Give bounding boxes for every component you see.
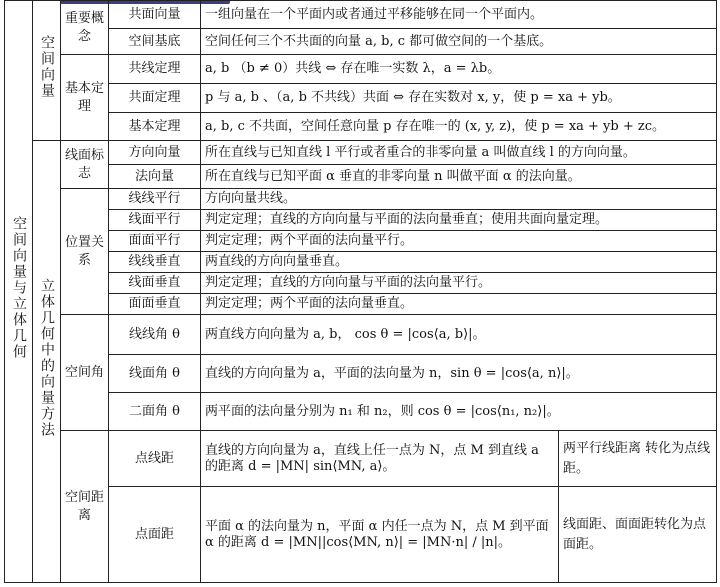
definition-cell bbox=[201, 1, 717, 29]
definition-text: a, b （b ≠ 0）共线 ⇔ 存在唯一实数 λ，a = λb。 bbox=[205, 61, 501, 76]
group-label bbox=[61, 1, 109, 55]
definition-cell bbox=[201, 355, 717, 393]
group-label-text: 重要概念 bbox=[64, 10, 104, 44]
definition-text: 直线的方向向量为 a，平面的法向量为 n，sin θ = |cos⟨a, n⟩|。 bbox=[205, 365, 579, 381]
definition-text: 方向向量共线。 bbox=[205, 191, 297, 206]
definition-text: 两平面的法向量分别为 n₁ 和 n₂，则 cos θ = |cos⟨n₁, n₂⟩|。 bbox=[205, 403, 560, 419]
definition-text: 所在直线与已知平面 α 垂直的非零向量 n 叫做平面 α 的法向量。 bbox=[205, 168, 581, 184]
term-name: 方向向量 bbox=[128, 144, 181, 160]
term-name: 二面角 θ bbox=[129, 403, 180, 419]
term-cell bbox=[109, 355, 201, 393]
term-name: 法向量 bbox=[134, 168, 174, 184]
definition-text: 判定定理；直线的方向向量与平面的法向量平行。 bbox=[205, 275, 492, 290]
term-name: 点线距 bbox=[134, 450, 174, 466]
definition-text: a, b, c 不共面，空间任意向量 p 存在唯一的 (x, y, z)，使 p = xa + yb + zc。 bbox=[205, 118, 666, 134]
group-label bbox=[61, 431, 109, 583]
term-name: 点面距 bbox=[134, 526, 174, 542]
definition-cell bbox=[201, 113, 717, 141]
section-a-label-text: 空间向量 bbox=[39, 35, 55, 99]
note-text: 两平行线距离 转化为点线距。 bbox=[563, 440, 711, 476]
definition-cell bbox=[201, 84, 717, 113]
definition-text: 两直线的方向向量垂直。 bbox=[205, 254, 349, 269]
definition-text: 所在直线与已知直线 l 平行或者重合的非零向量 a 叫做直线 l 的方向向量。 bbox=[205, 144, 636, 160]
group-label-text: 线面标志 bbox=[64, 147, 104, 181]
definition-text: 判定定理；两个平面的法向量垂直。 bbox=[205, 296, 414, 311]
definition-cell bbox=[201, 210, 717, 231]
definition-text: 判定定理；两个平面的法向量平行。 bbox=[205, 233, 414, 248]
term-cell bbox=[109, 273, 201, 294]
definition-text: 空间任何三个不共面的向量 a, b, c 都可做空间的一个基底。 bbox=[205, 33, 553, 49]
definition-text: 判定定理；直线的方向向量与平面的法向量垂直；使用共面向量定理。 bbox=[205, 212, 609, 227]
term-cell bbox=[109, 84, 201, 113]
definition-cell bbox=[201, 252, 717, 273]
definition-cell bbox=[201, 393, 717, 431]
term-cell bbox=[109, 431, 201, 487]
definition-text: 直线的方向向量为 a，直线上任一点为 N，点 M 到直线 a 的距离 d = |MN| sin⟨MN, a⟩。 bbox=[205, 442, 539, 474]
term-name: 线线平行 bbox=[128, 191, 181, 206]
term-name: 线面平行 bbox=[128, 212, 181, 227]
group-label-text: 位置关系 bbox=[64, 234, 104, 268]
definition-cell bbox=[201, 294, 717, 315]
definition-cell bbox=[201, 165, 717, 189]
definition-cell bbox=[201, 273, 717, 294]
term-cell bbox=[109, 141, 201, 165]
main-title-text: 空间向量与立体几何 bbox=[11, 216, 27, 360]
definition-text: 平面 α 的法向量为 n，平面 α 内任一点为 N，点 M 到平面 α 的距离 d = |MN||cos⟨MN, n⟩| = |MN·n| / |n|。 bbox=[205, 518, 549, 550]
group-label bbox=[61, 141, 109, 189]
term-cell bbox=[109, 189, 201, 210]
term-name: 线线角 θ bbox=[129, 326, 180, 342]
term-name: 共面定理 bbox=[128, 90, 181, 105]
term-name: 基本定理 bbox=[128, 118, 181, 134]
term-name: 共面向量 bbox=[128, 6, 181, 22]
term-name: 线面垂直 bbox=[128, 275, 181, 290]
term-name: 共线定理 bbox=[128, 61, 181, 76]
term-name: 空间基底 bbox=[128, 33, 181, 49]
term-cell bbox=[109, 165, 201, 189]
section-b-label bbox=[33, 141, 61, 583]
term-cell bbox=[109, 29, 201, 55]
definition-cell bbox=[201, 487, 559, 583]
term-name: 面面垂直 bbox=[128, 296, 181, 311]
definition-cell bbox=[201, 29, 717, 55]
group-label bbox=[61, 55, 109, 141]
term-cell bbox=[109, 252, 201, 273]
section-b-label-text: 立体几何中的向量方法 bbox=[39, 278, 55, 438]
definition-text: 两直线方向向量为 a, b， cos θ = |cos⟨a, b⟩|。 bbox=[205, 326, 486, 342]
note-cell bbox=[559, 431, 717, 487]
definition-cell bbox=[201, 141, 717, 165]
term-cell bbox=[109, 315, 201, 355]
term-name: 线面角 θ bbox=[129, 365, 180, 381]
group-label bbox=[61, 315, 109, 431]
definition-cell bbox=[201, 55, 717, 84]
group-label-text: 空间角 bbox=[64, 364, 104, 380]
group-label-text: 基本定理 bbox=[64, 80, 104, 114]
main-title bbox=[5, 1, 33, 583]
definition-text: p 与 a, b 、（a, b 不共线）共面 ⇔ 存在实数对 x, y，使 p = xa + yb。 bbox=[205, 90, 621, 105]
definition-cell bbox=[201, 315, 717, 355]
definition-text: 一组向量在一个平面内或者通过平移能够在同一个平面内。 bbox=[205, 6, 544, 22]
term-cell bbox=[109, 294, 201, 315]
group-label-text: 空间距离 bbox=[64, 489, 104, 523]
term-cell bbox=[109, 487, 201, 583]
definition-cell bbox=[201, 189, 717, 210]
group-label bbox=[61, 189, 109, 315]
term-cell bbox=[109, 231, 201, 252]
note-text: 线面距、面面距转化为点面距。 bbox=[563, 516, 707, 552]
note-cell bbox=[559, 487, 717, 583]
definition-cell bbox=[201, 431, 559, 487]
term-cell bbox=[109, 210, 201, 231]
term-name: 面面平行 bbox=[128, 233, 181, 248]
term-name: 线线垂直 bbox=[128, 254, 181, 269]
definition-cell bbox=[201, 231, 717, 252]
term-cell bbox=[109, 55, 201, 84]
term-cell bbox=[109, 1, 201, 29]
term-cell bbox=[109, 113, 201, 141]
section-a-label bbox=[33, 1, 61, 141]
term-cell bbox=[109, 393, 201, 431]
summary-table bbox=[4, 0, 716, 582]
